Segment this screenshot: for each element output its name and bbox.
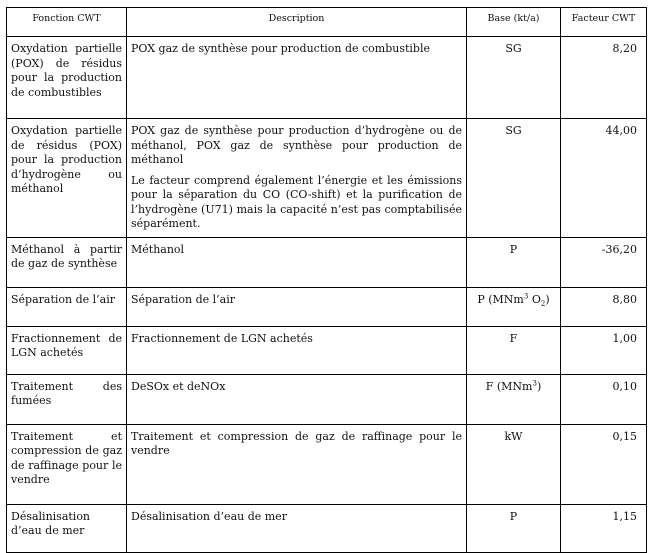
- row-function: Méthanol à partir de gaz de synthèse: [7, 237, 127, 287]
- row-base-text: F (MNm: [485, 379, 533, 393]
- table-row: [7, 326, 647, 374]
- row-function: Oxydation partielle (POX) de résidus pour la production de combustibles: [7, 37, 127, 119]
- table-row: [7, 119, 647, 238]
- header-base: Base (kt/a): [467, 8, 561, 37]
- row-base: P: [467, 237, 561, 287]
- row-base: P: [467, 504, 561, 552]
- row-factor: 1,00: [561, 326, 647, 374]
- row-factor: -36,20: [561, 237, 647, 287]
- row-base: [467, 374, 561, 424]
- table-header-row: [7, 8, 647, 37]
- row-description: Traitement et compression de gaz de raffinage pour le vendre: [127, 424, 467, 504]
- row-function: Traitement des fumées: [7, 374, 127, 424]
- table-row: [7, 37, 647, 119]
- table-row: [7, 504, 647, 552]
- row-factor: 1,15: [561, 504, 647, 552]
- row-base-subscript: 2: [540, 299, 546, 308]
- row-base: kW: [467, 424, 561, 504]
- row-base-text-end: ): [536, 379, 542, 393]
- row-function: Traitement et compression de gaz de raffinage pour le vendre: [7, 424, 127, 504]
- row-base-superscript: 3: [532, 378, 537, 387]
- table-row: [7, 287, 647, 326]
- row-description: Méthanol: [127, 237, 467, 287]
- row-base: SG: [467, 37, 561, 119]
- table-row: [7, 374, 647, 424]
- header-description: Description: [127, 8, 467, 37]
- row-function: Désalinisation d’eau de mer: [7, 504, 127, 552]
- row-base: F: [467, 326, 561, 374]
- row-description-main: POX gaz de synthèse pour production d’hydrogène ou de méthanol, POX gaz de synthèse pour production de méthanol: [131, 124, 462, 166]
- row-description: DeSOx et deNOx: [127, 374, 467, 424]
- row-function: Séparation de l’air: [7, 287, 127, 326]
- row-description: POX gaz de synthèse pour production de combustible: [127, 37, 467, 119]
- row-description-note: Le facteur comprend également l’énergie et les émissions pour la séparation du CO (CO-shift) et la purification de l’hydrogène (U71) mais la capacité n’est pas comptabilisée séparément.: [131, 173, 462, 230]
- row-factor: 0,10: [561, 374, 647, 424]
- row-base: SG: [467, 119, 561, 238]
- row-description: Séparation de l’air: [127, 287, 467, 326]
- row-factor: 44,00: [561, 119, 647, 238]
- row-base: [467, 287, 561, 326]
- row-factor: 8,80: [561, 287, 647, 326]
- table-row: [7, 424, 647, 504]
- row-description: [127, 119, 467, 238]
- cwt-table: [6, 7, 647, 553]
- row-factor: 8,20: [561, 37, 647, 119]
- row-base-superscript: 3: [523, 291, 529, 300]
- row-base-text-end: ): [545, 292, 550, 306]
- row-description: Désalinisation d’eau de mer: [127, 504, 467, 552]
- row-description: Fractionnement de LGN achetés: [127, 326, 467, 374]
- row-base-text: P (MNm: [477, 292, 524, 306]
- row-factor: 0,15: [561, 424, 647, 504]
- row-base-text-mid: O: [528, 292, 541, 306]
- table-row: [7, 237, 647, 287]
- header-factor: Facteur CWT: [561, 8, 647, 37]
- header-function: Fonction CWT: [7, 8, 127, 37]
- row-function: Fractionnement de LGN achetés: [7, 326, 127, 374]
- row-function: Oxydation partielle de résidus (POX) pour la production d’hydrogène ou méthanol: [7, 119, 127, 238]
